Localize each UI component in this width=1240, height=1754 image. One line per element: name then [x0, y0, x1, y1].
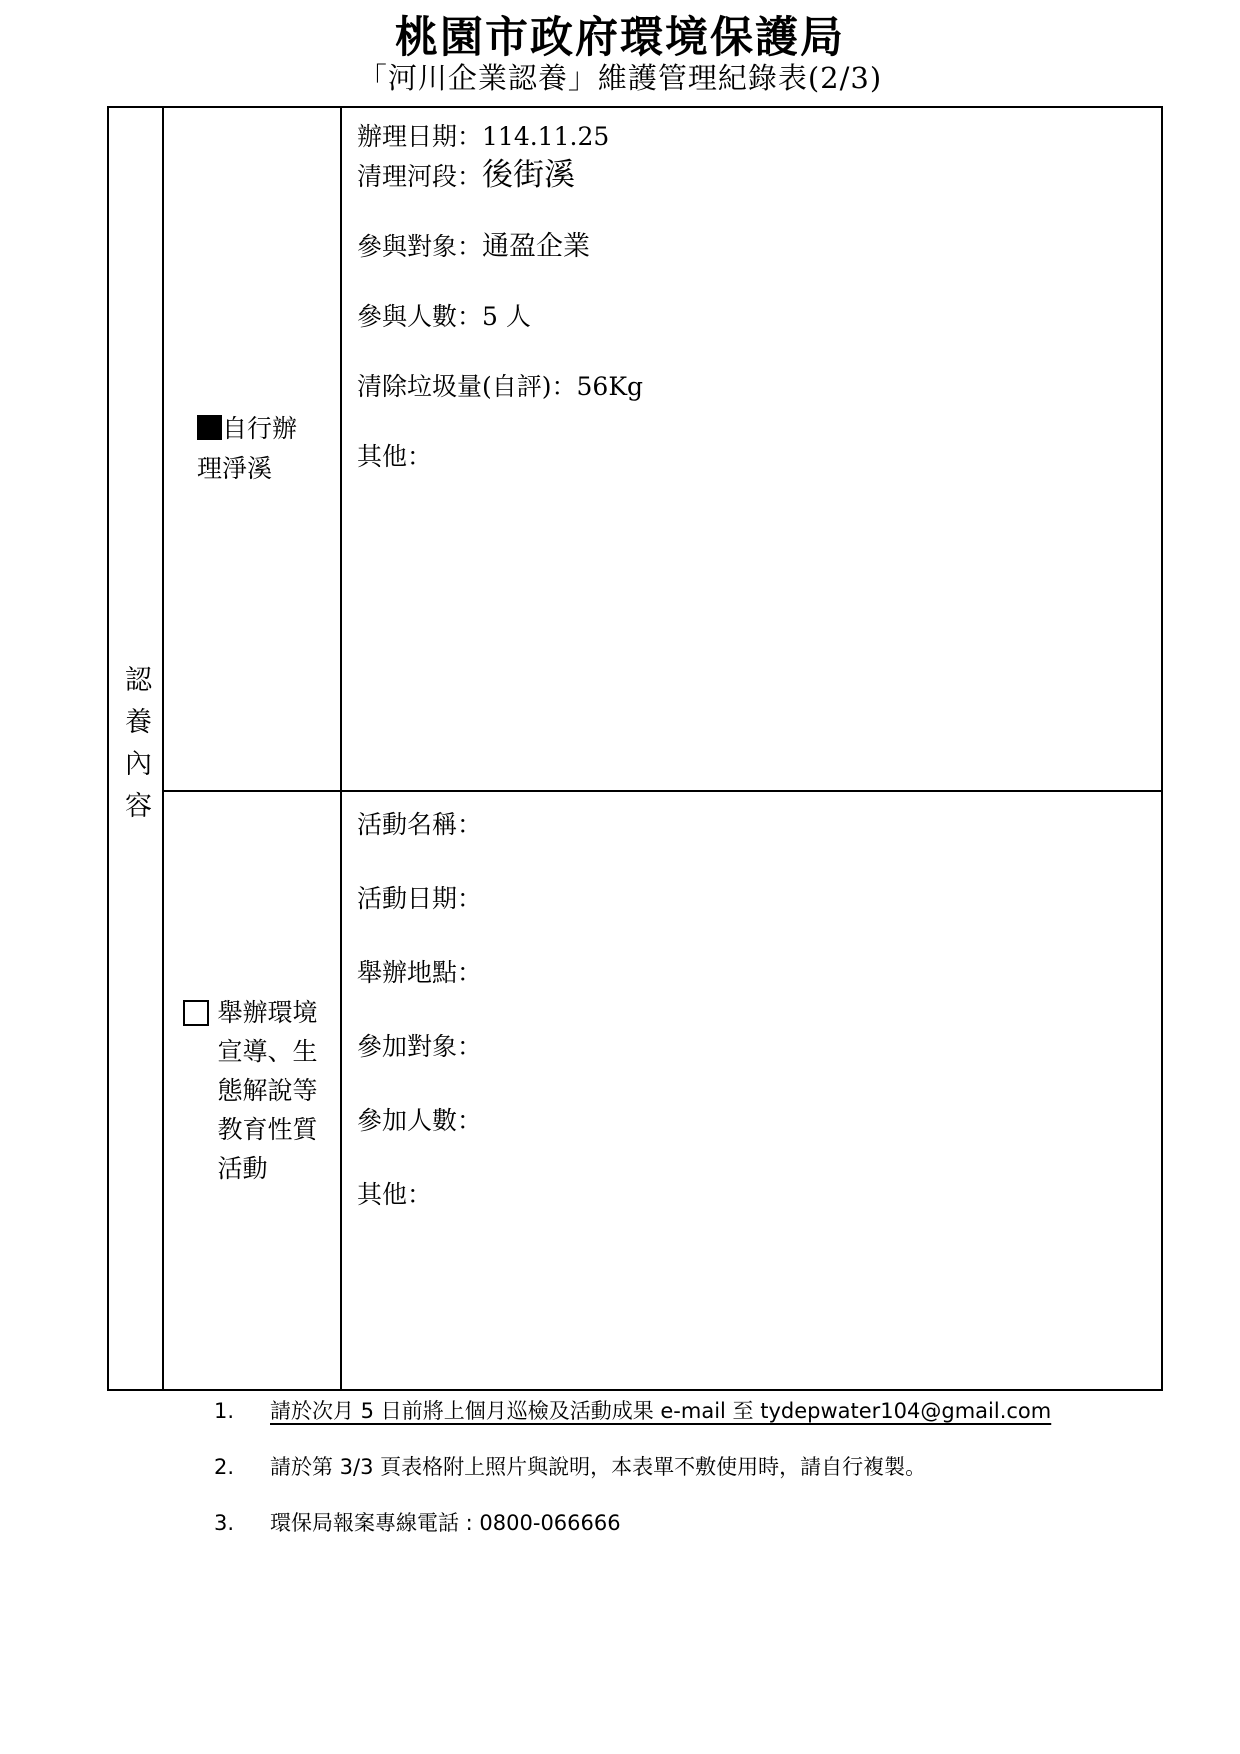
note-photo-attachment — [214, 1452, 1094, 1482]
field-participants-count — [357, 298, 1161, 336]
note-email-reminder — [214, 1396, 1094, 1426]
field-river-section — [357, 156, 1161, 196]
note-number: 1. — [214, 1399, 235, 1423]
section-self-clean-label — [197, 409, 307, 489]
row-header-label: 認養內容 — [120, 664, 151, 833]
note-text: 請於第 3/3 頁表格附上照片與說明，本表單不敷使用時，請自行複製。 — [270, 1455, 927, 1479]
field-label: 其他： — [357, 442, 433, 471]
checked-checkbox-icon[interactable] — [197, 415, 222, 440]
field-label: 參加對象： — [357, 1032, 483, 1061]
footer-notes — [214, 1396, 1094, 1564]
field-value: 56Kg — [576, 372, 644, 401]
field-value: 通盈企業 — [482, 231, 591, 262]
field-join-count — [357, 1102, 1161, 1140]
field-other-2 — [357, 1176, 1161, 1214]
note-text: 請於次月 5 日前將上個月巡檢及活動成果 e-mail 至 tydepwater104@gmail.com — [270, 1399, 1052, 1423]
note-text: 環保局報案專線電話 : 0800-066666 — [270, 1511, 621, 1535]
checkbox-label-text: 舉辦環境宣導、生態解說等教育性質活動 — [217, 998, 318, 1183]
page-title: 桃園市政府環境保護局 — [395, 13, 845, 63]
note-number: 2. — [214, 1455, 235, 1479]
checkbox-label-text: 自行辦理淨溪 — [197, 414, 298, 483]
page-subtitle: 「河川企業認養」維護管理紀錄表(2/3) — [357, 61, 883, 95]
field-activity-date — [357, 880, 1161, 918]
field-label: 參與人數： — [357, 302, 483, 331]
field-participants-org — [357, 228, 1161, 266]
field-other-1 — [357, 438, 1161, 476]
field-activity-location — [357, 954, 1161, 992]
field-label: 活動名稱： — [357, 810, 483, 839]
note-number: 3. — [214, 1511, 235, 1535]
field-label: 舉辦地點： — [357, 958, 483, 987]
section-education-label-cell — [164, 792, 342, 1389]
field-label: 其他： — [357, 1180, 433, 1209]
field-value: 5 人 — [482, 302, 531, 331]
field-join-target — [357, 1028, 1161, 1066]
field-label: 清理河段： — [357, 162, 483, 191]
section-education-label — [183, 993, 322, 1188]
section-self-clean-fields — [342, 108, 1161, 792]
section-education-fields — [342, 792, 1161, 1389]
adoption-record-table — [107, 106, 1163, 1391]
field-label: 清除垃圾量(自評)： — [357, 372, 577, 401]
field-garbage-amount — [357, 368, 1161, 406]
section-self-clean-label-cell — [164, 108, 342, 792]
field-value: 後街溪 — [482, 157, 576, 193]
unchecked-checkbox-icon[interactable] — [183, 1000, 209, 1026]
field-label: 活動日期： — [357, 884, 483, 913]
field-label: 辦理日期： — [357, 122, 483, 151]
field-handle-date — [357, 118, 1161, 156]
field-label: 參加人數： — [357, 1106, 483, 1135]
field-label: 參與對象： — [357, 232, 483, 261]
field-value: 114.11.25 — [482, 122, 610, 151]
row-header-cell — [109, 108, 164, 1389]
field-activity-name — [357, 806, 1161, 844]
note-hotline — [214, 1508, 1094, 1538]
